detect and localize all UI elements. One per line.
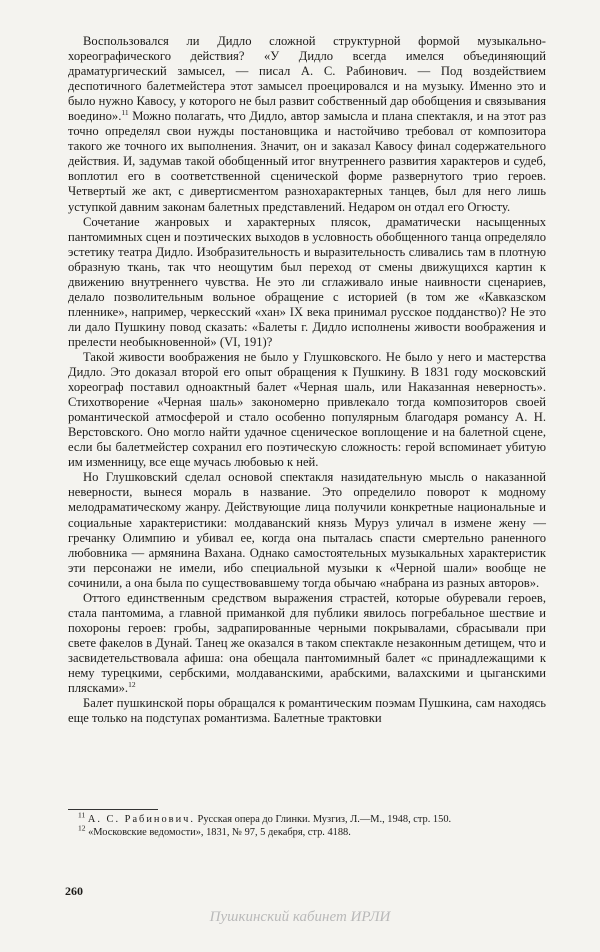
footnote-text: «Московские ведомости», 1831, № 97, 5 декабря, стр. 4188.	[88, 827, 351, 838]
footnote-ref-11[interactable]: 11	[121, 108, 129, 118]
paragraph-2-text: Сочетание жанровых и характерных плясок, драматически насыщенных пантомимных сцен и поэтических выходов в условность обобщенного танца определяло эстетику театра Дидло. Изобразительность и выразительность сливались там в плотную образную ткань, так что неощутим был переход от смены движущихся картин к движению внутреннего чувства. Не это ли сглаживало иные наивности сценариев, делало позволительным вольное обращение с историей (в том же «Кавказском пленнике», например, черкесский «хан» IX века принимал русское подданство)? Не это ли дало Пушкину повод сказать: «Балеты г. Дидло исполнены живости воображения и прелести необыкновенной» (VI, 191)?	[68, 214, 546, 349]
footnote-number: 11	[78, 810, 86, 820]
page-number: 260	[65, 884, 83, 898]
paragraph-3-text: Такой живости воображения не было у Глушковского. Не было у него и мастерства Дидло. Это доказал второй его опыт обращения к Пушкину. В 1831 году московский хореограф поставил одноактный балет «Черная шаль, или Наказанная неверность». Стихотворение «Черная шаль» закономерно привлекало тогда композиторов своей романтической атмосферой и стало особенно популярным благодаря романсу А. Н. Верстовского. Оно могло найти удачное сценическое воплощение и на балетной сцене, если бы балетмейстер сохранил его поэтическую сложность: герой вспоминает убитую им изменницу, все еще мучась любовью к ней.	[68, 349, 546, 470]
footnote-number: 12	[78, 823, 86, 833]
paragraph-1	[68, 34, 546, 215]
main-text	[68, 34, 546, 726]
paragraph-1-text: Воспользовался ли Дидло сложной структурной формой музыкально-хореографического действия? «У Дидло всегда имелся объединяющий драматургический замысел, — писал А. С. Рабинович. — Под воздействием деспотичного балетмейстера этот замысел проецировался и на музыку. Именно это и было нужно Кавосу, у которого не был развит собственный дар обобщения и связывания воедино».	[68, 34, 546, 124]
paragraph-4-text: Но Глушковский сделал основой спектакля назидательную мысль о наказанной неверности, вынеся мораль в название. Это определило поворот к модному мелодраматическому жанру. Действующие лица получили конкретные национальные и социальные характеристики: молдаванский князь Муруз уличал в измене жену — гречанку Олимпию и убивал ее, когда она пыталась спасти смертельно раненного любовника — армянина Вахана. Однако самостоятельных музыкальных характеристик эти персонажи не имели, ибо специальной музыки к «Черной шали» вообще не сочинили, а она была по существовавшему тогда обычаю «набрана из разных авторов».	[68, 470, 546, 590]
library-watermark: Пушкинский кабинет ИРЛИ	[209, 909, 391, 925]
paragraph-1-continued: Можно полагать, что Дидло, автор замысла и плана спектакля, и на этот раз точно определял свои нужды постановщика и настойчиво требовал от композитора такого же точного их выполнения. Значит, он и заказал Кавосу финал содержательного действия. И, задумав такой обобщенный итог внутреннего развития характеров и судеб, воплотил его в соответственной сценической форме развернутого трио героев. Четвертый же акт, с дивертисментом разнохарактерных танцев, был для него лишь уступкой давним законам балетных представлений. Недаром он отдал его Огюсту.	[68, 109, 546, 214]
footnote-11	[68, 810, 546, 826]
footnote-text: Русская опера до Глинки. Музгиз, Л.—М., 1948, стр. 150.	[194, 814, 452, 825]
paragraph-3	[68, 350, 546, 470]
paragraph-4	[68, 470, 546, 590]
paragraph-6-text: Балет пушкинской поры обращался к романтическим поэмам Пушкина, сам находясь еще только на подступах романтизма. Балетные трактовки	[68, 696, 546, 726]
footnote-ref-12[interactable]: 12	[128, 679, 136, 689]
paragraph-6	[68, 696, 546, 726]
footnote-12	[68, 823, 546, 839]
footnote-author: А. С. Рабинович.	[87, 814, 195, 825]
paragraph-5	[68, 591, 546, 696]
paragraph-2	[68, 215, 546, 350]
paragraph-5-text: Оттого единственным средством выражения страстей, которые обуревали героев, стала пантомима, а главной приманкой для публики явилось погребальное шествие и похороны героев: гробы, задрапированные черными покрывалами, сбрасывали при свете факелов в Дунай. Танец же оказался в таком спектакле незаконным детищем, что и засвидетельствовала афиша: она обещала пантомимный балет «с принадлежащими к нему турецкими, сербскими, молдаванскими, арабскими, валахскими и цыганскими плясками».	[68, 590, 547, 696]
footnotes	[68, 810, 546, 839]
